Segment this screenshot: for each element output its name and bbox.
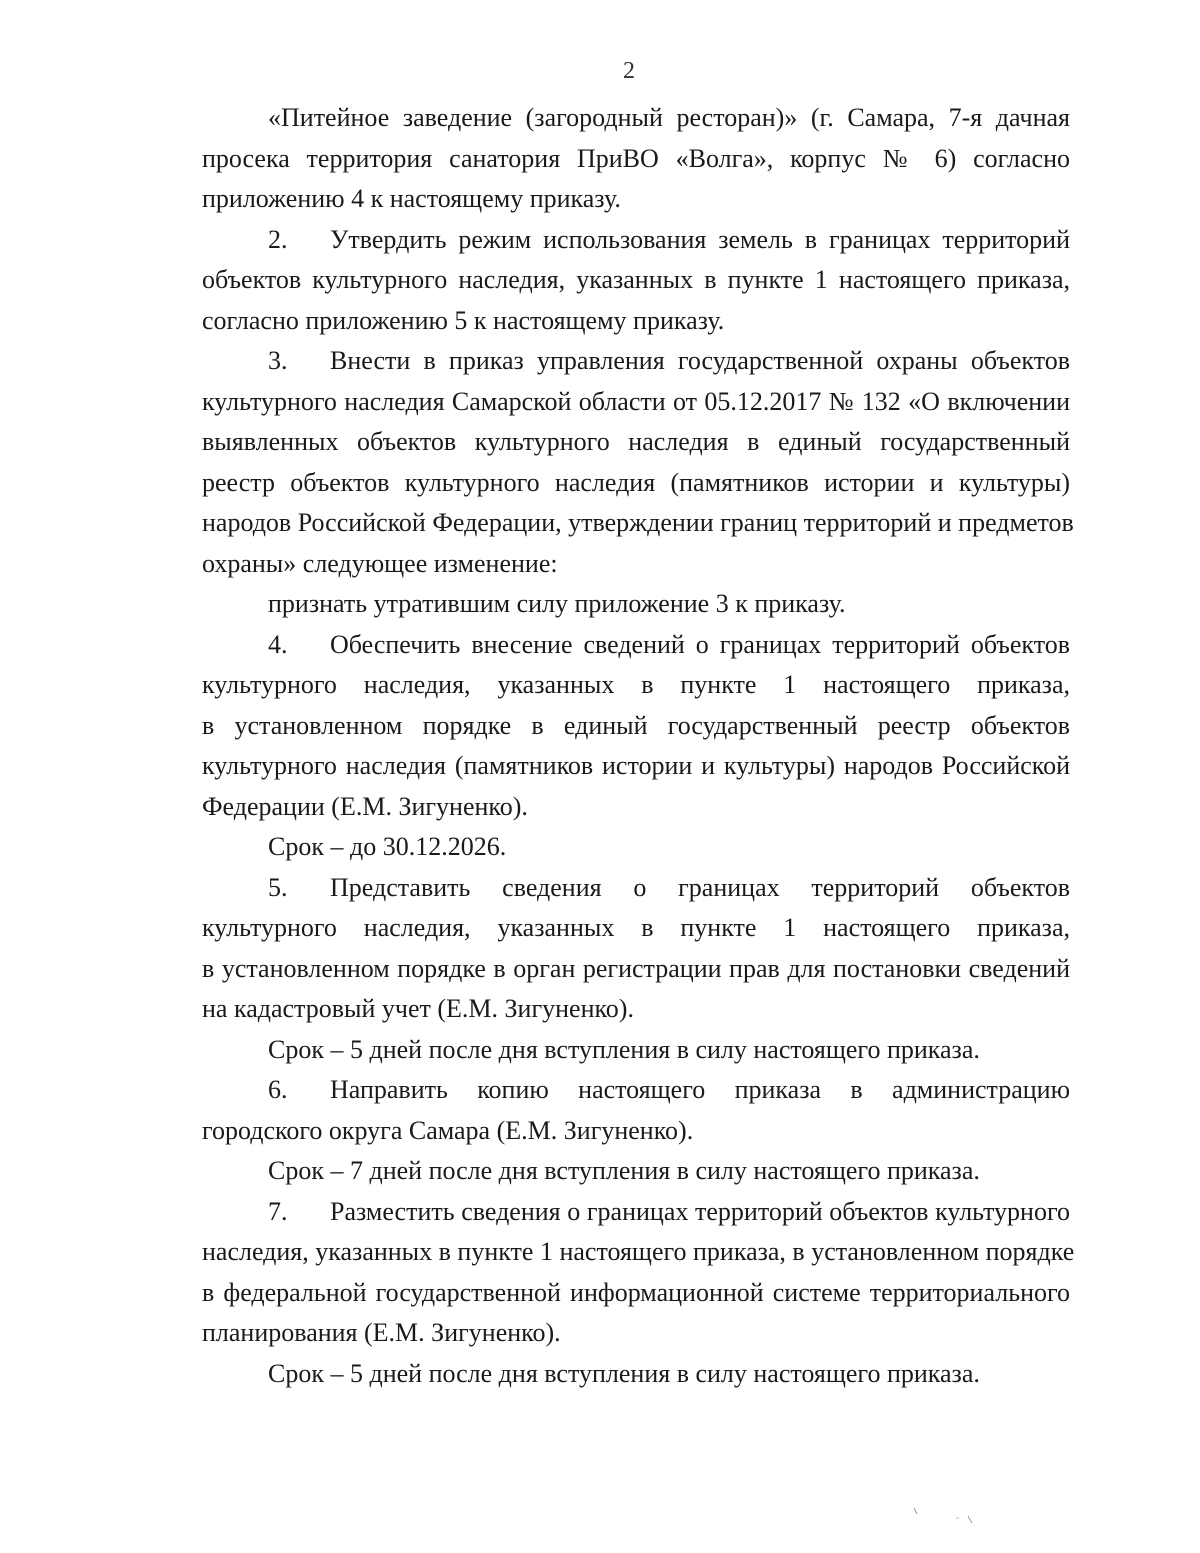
paragraph-continuation	[202, 98, 1070, 220]
paragraph-item-3	[202, 341, 1074, 625]
text-line	[202, 220, 1070, 261]
text-line: на кадастровый учет (Е.М. Зигуненко).	[202, 994, 634, 1023]
text-line: приложению 4 к настоящему приказу.	[202, 184, 621, 213]
sub-item-line: признать утратившим силу приложение 3 к приказу.	[268, 589, 846, 618]
text-line-content: Внести в приказ управления государственной охраны объектов	[330, 346, 1070, 375]
page-number: 2	[623, 58, 635, 84]
text-line: городского округа Самара (Е.М. Зигуненко).	[202, 1115, 694, 1145]
text-line: культурного наследия, указанных в пункте 1 настоящего приказа,	[202, 670, 1070, 699]
deadline-line: Срок – до 30.12.2026.	[268, 832, 507, 861]
text-line: культурного наследия (памятников истории и культуры) народов Российской	[202, 751, 1070, 780]
paragraph-item-4	[202, 625, 1070, 868]
text-line: наследия, указанных в пункте 1 настоящего приказа, в установленном порядке	[202, 1237, 1075, 1266]
text-line	[202, 1192, 1070, 1233]
text-line-content: Представить сведения о границах территорий объектов	[330, 872, 1070, 902]
item-number: 3.	[268, 346, 288, 375]
text-line	[202, 341, 1070, 382]
text-line: Федерации (Е.М. Зигуненко).	[202, 791, 528, 821]
text-line: реестр объектов культурного наследия (памятников истории и культуры)	[202, 467, 1070, 497]
text-line: выявленных объектов культурного наследия в единый государственный	[202, 427, 1070, 456]
text-line-content: Разместить сведения о границах территорий объектов культурного	[330, 1196, 1070, 1226]
text-line: «Питейное заведение (загородный ресторан)» (г. Самара, 7-я дачная	[268, 103, 1070, 132]
text-line: в установленном порядке в единый государственный реестр объектов	[202, 710, 1070, 740]
deadline-line: Срок – 5 дней после дня вступления в силу настоящего приказа.	[268, 1358, 980, 1388]
text-line-content: Утвердить режим использования земель в границах территорий	[330, 224, 1070, 254]
text-line: согласно приложению 5 к настоящему приказу.	[202, 305, 725, 335]
text-line-content: Обеспечить внесение сведений о границах территорий объектов	[330, 629, 1070, 659]
deadline-line: Срок – 5 дней после дня вступления в силу настоящего приказа.	[268, 1034, 980, 1064]
item-number: 6.	[268, 1075, 288, 1104]
paragraph-item-5	[202, 868, 1070, 1071]
text-line: в федеральной государственной информационной системе территориального	[202, 1277, 1070, 1307]
text-line-content: Направить копию настоящего приказа в администрацию	[330, 1075, 1070, 1104]
text-line: культурного наследия Самарской области от 05.12.2017 № 132 «О включении	[202, 386, 1070, 416]
deadline-line: Срок – 7 дней после дня вступления в силу настоящего приказа.	[268, 1156, 980, 1185]
text-line: народов Российской Федерации, утверждении границ территорий и предметов	[202, 508, 1074, 537]
text-line: планирования (Е.М. Зигуненко).	[202, 1318, 561, 1347]
text-line: объектов культурного наследия, указанных в пункте 1 настоящего приказа,	[202, 265, 1070, 294]
text-line: в установленном порядке в орган регистрации прав для постановки сведений	[202, 953, 1070, 983]
text-line: просека территория санатория ПриВО «Волга», корпус № 6) согласно	[202, 143, 1070, 173]
item-number: 5.	[268, 872, 288, 902]
paragraph-item-6	[202, 1070, 1070, 1192]
document-body	[202, 98, 1075, 1394]
text-line	[202, 625, 1070, 666]
item-number: 2.	[268, 224, 288, 254]
item-number: 7.	[268, 1196, 288, 1226]
scan-artifact-marks	[912, 1506, 982, 1526]
text-line: охраны» следующее изменение:	[202, 548, 558, 578]
text-line	[202, 868, 1070, 909]
paragraph-item-7	[202, 1192, 1075, 1395]
text-line: культурного наследия, указанных в пункте 1 настоящего приказа,	[202, 913, 1070, 942]
item-number: 4.	[268, 629, 288, 659]
paragraph-item-2	[202, 220, 1070, 342]
text-line	[202, 1070, 1070, 1111]
